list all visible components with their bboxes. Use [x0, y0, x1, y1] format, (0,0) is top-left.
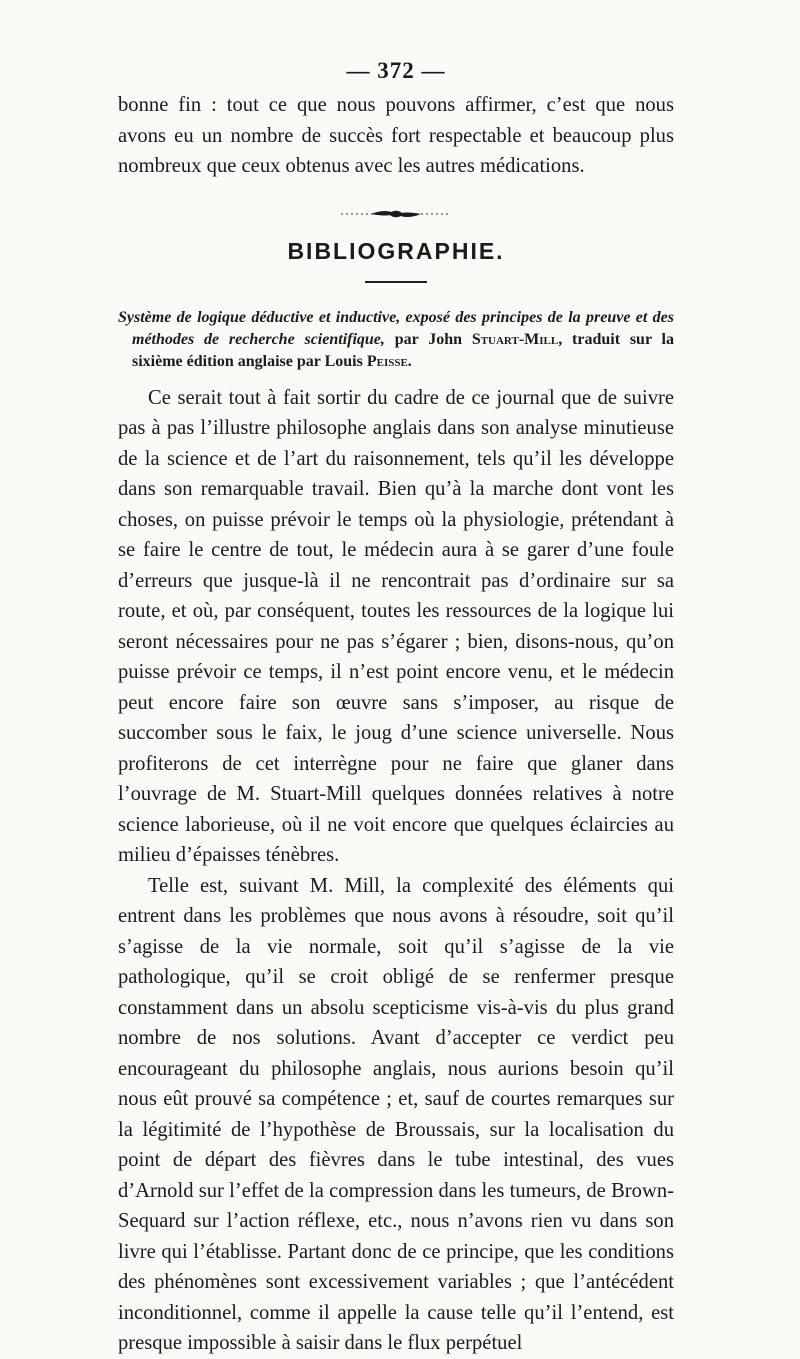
ornament-icon: [341, 208, 451, 220]
body-paragraph-1: Ce serait tout à fait sortir du cadre de ce journal que de suivre pas à pas l’illustre philosophe anglais dans son analyse minutieuse de la science et de l’art du raisonnement, tels qu’il les développe dans son remarquable travail. Bien qu’à la marche dont vont les choses, on puisse prévoir le temps où la physiologie, prétendant à se faire le centre de tout, le médecin aura à se garer d’une foule d’erreurs que jusque-là il ne rencontrait pas d’ordinaire sur sa route, et où, par conséquent, toutes les ressources de la logique lui seront nécessaires pour ne pas s’égarer ; bien, disons-nous, qu’on puisse prévoir ce temps, il n’est point encore venu, et le médecin peut encore faire son œuvre sans s’imposer, au risque de succomber sous le faix, le joug d’une science universelle. Nous profiterons de cet interrègne pour ne faire que glaner dans l’ouvrage de M. Stuart-Mill quelques données relatives à notre science laborieuse, où il ne voit encore que quelques éclaircies au milieu d’épaisses ténèbres.: [118, 386, 674, 866]
citation-by: par John: [394, 330, 463, 348]
section-heading: BIBLIOGRAPHIE.: [287, 237, 505, 264]
document-page: [118, 58, 674, 1359]
citation-title: Système de logique déductive et inductive, exposé des principes de la preuve et des méthodes de recherche scientifique,: [118, 308, 674, 348]
bibliographic-citation: [118, 307, 674, 373]
page-number: — 372 —: [346, 58, 446, 83]
citation-author: Stuart-Mill,: [471, 330, 563, 348]
intro-paragraph: bonne fin : tout ce que nous pouvons affirmer, c’est que nous avons eu un nombre de succès fort respectable et beaucoup plus nombreux que ceux obtenus avec les autres médications.: [118, 94, 674, 177]
heading-rule: [365, 281, 427, 283]
citation-rest: traduit sur la sixième édition anglaise par Louis: [132, 330, 674, 370]
body-paragraph-2: Telle est, suivant M. Mill, la complexité des éléments qui entrent dans les problèmes que nous avons à résoudre, soit qu’il s’agisse de la vie normale, soit qu’il s’agisse de la vie pathologique, qu’il se croit obligé de se renfermer presque constamment dans un absolu scepticisme vis-à-vis du plus grand nombre de nos solutions. Avant d’accepter ce verdict peu encourageant du philosophe anglais, nous aurions besoin qu’il nous eût prouvé sa compétence ; et, sauf de courtes remarques sur la légitimité de l’hypothèse de Broussais, sur la localisation du point de départ des fièvres dans le tube intestinal, des vues d’Arnold sur l’effet de la compression dans les tumeurs, de Brown-Sequard sur l’action réflexe, etc., nous n’avons rien vu dans son livre qui l’établisse. Partant donc de ce principe, que les conditions des phénomènes sont excessivement variables ; que l’antécédent inconditionnel, comme il appelle la cause telle qu’il l’entend, est presque impossible à saisir dans le flux perpétuel: [118, 874, 674, 1354]
ornament-divider: [118, 208, 674, 220]
review-body: [118, 383, 674, 1359]
citation-translator: Peisse.: [366, 352, 412, 370]
